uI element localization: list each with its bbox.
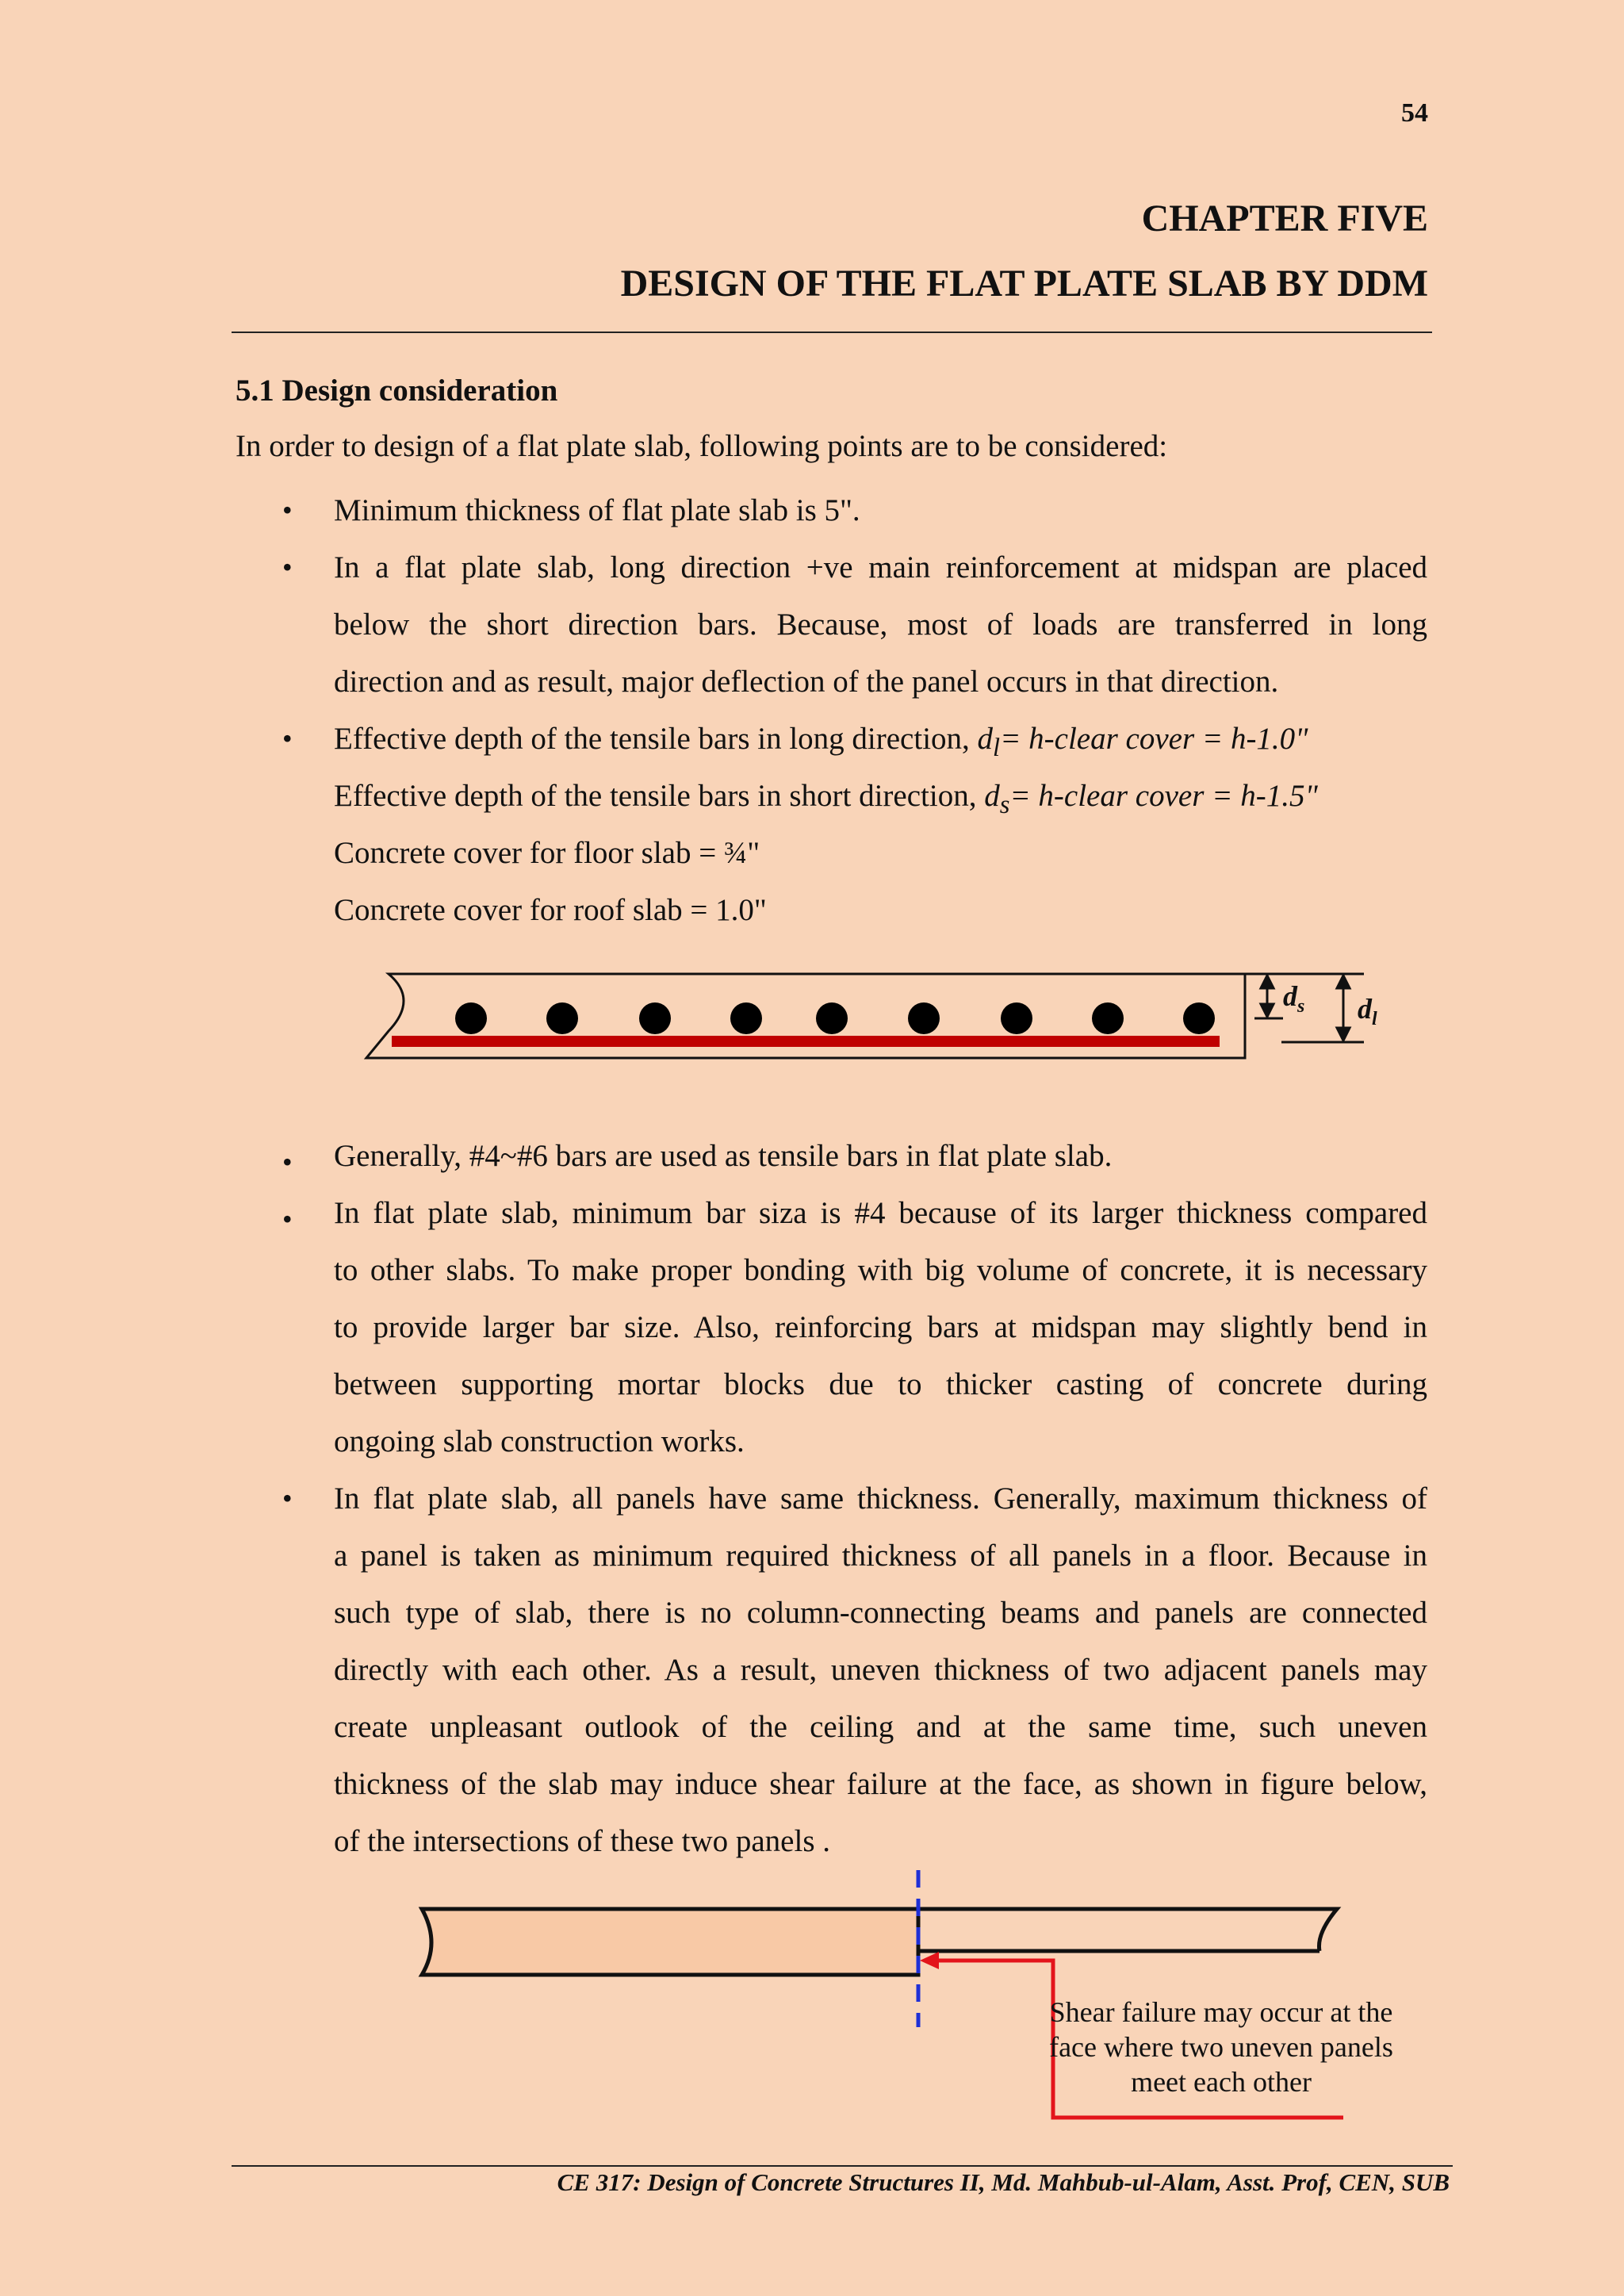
bullet-dot: •	[282, 494, 293, 526]
floor-cover-line: Concrete cover for floor slab = ¾"	[334, 836, 760, 870]
bullet-6-line-1: In flat plate slab, all panels have same thickness. Generally, maximum thickness of	[334, 1481, 1427, 1516]
bullet-6-line-4: directly with each other. As a result, uneven thickness of two adjacent panels may	[334, 1653, 1427, 1687]
section-intro: In order to design of a flat plate slab, following points are to be considered:	[236, 429, 1168, 463]
bullet-6-line-7: of the intersections of these two panels .	[334, 1824, 830, 1858]
ds-label: $d_s$	[1283, 980, 1305, 1017]
bullet-1-line-1: Minimum thickness of flat plate slab is 5".	[334, 493, 860, 527]
bullet-5-line-5: ongoing slab construction works.	[334, 1424, 745, 1458]
bullet-6-line-2: a panel is taken as minimum required thickness of all panels in a floor. Because in	[334, 1539, 1427, 1573]
chapter-label: CHAPTER FIVE	[1141, 197, 1428, 240]
short-depth-formula: $d_s=$ h-clear cover = h-1.5"	[984, 779, 1318, 819]
bullet-2-line-3: direction and as result, major deflection of the panel occurs in that direction.	[334, 665, 1279, 699]
bullet-5-line-4: between supporting mortar blocks due to thicker casting of concrete during	[334, 1367, 1427, 1401]
bullet-dot: •	[282, 551, 293, 583]
section-heading: 5.1 Design consideration	[236, 374, 558, 408]
chapter-title: DESIGN OF THE FLAT PLATE SLAB BY DDM	[620, 263, 1428, 305]
bullet-5-line-1: In flat plate slab, minimum bar siza is #4 because of its larger thickness compared	[334, 1196, 1427, 1230]
bullet-6-line-6: thickness of the slab may induce shear failure at the face, as shown in figure below,	[334, 1767, 1427, 1801]
footer-text: CE 317: Design of Concrete Structures II, Md. Mahbub-ul-Alam, Asst. Prof, CEN, SUB	[557, 2168, 1450, 2196]
callout-arrow-head	[920, 1952, 939, 1969]
bullet-2-line-1: In a flat plate slab, long direction +ve main reinforcement at midspan are placed	[334, 550, 1427, 585]
bullet-dot: •	[282, 723, 293, 754]
footer-rule	[232, 2165, 1453, 2167]
dl-label: $d_l$	[1358, 993, 1377, 1029]
bullet-dot: •	[282, 1146, 293, 1178]
page-number: 54	[1401, 98, 1428, 128]
bullet-6-line-5: create unpleasant outlook of the ceiling and at the same time, such uneven	[334, 1710, 1427, 1744]
bullet-2-line-2: below the short direction bars. Because, most of loads are transferred in long	[334, 608, 1427, 642]
bullet-dot: •	[282, 1482, 293, 1514]
bullet-4-line-1: Generally, #4~#6 bars are used as tensile bars in flat plate slab.	[334, 1139, 1113, 1173]
thick-panel	[422, 1909, 918, 1975]
shear-failure-callout: Shear failure may occur at the face where two uneven panels meet each other	[1049, 1996, 1393, 2098]
bullet-6-line-3: such type of slab, there is no column-connecting beams and panels are connected	[334, 1596, 1427, 1630]
bullet-dot: •	[282, 1203, 293, 1235]
roof-cover-line: Concrete cover for roof slab = 1.0"	[334, 893, 767, 927]
bullet-5-line-3: to provide larger bar size. Also, reinforcing bars at midspan may slightly bend in	[334, 1310, 1427, 1344]
bullet-5-line-2: to other slabs. To make proper bonding with big volume of concrete, it is necessary	[334, 1253, 1427, 1287]
long-depth-text: Effective depth of the tensile bars in long direction,	[334, 722, 970, 756]
thin-panel-top	[918, 1909, 1337, 1951]
long-depth-formula: $d_l=$ h-clear cover = h-1.0"	[977, 722, 1308, 762]
short-depth-text: Effective depth of the tensile bars in short direction,	[334, 779, 977, 813]
